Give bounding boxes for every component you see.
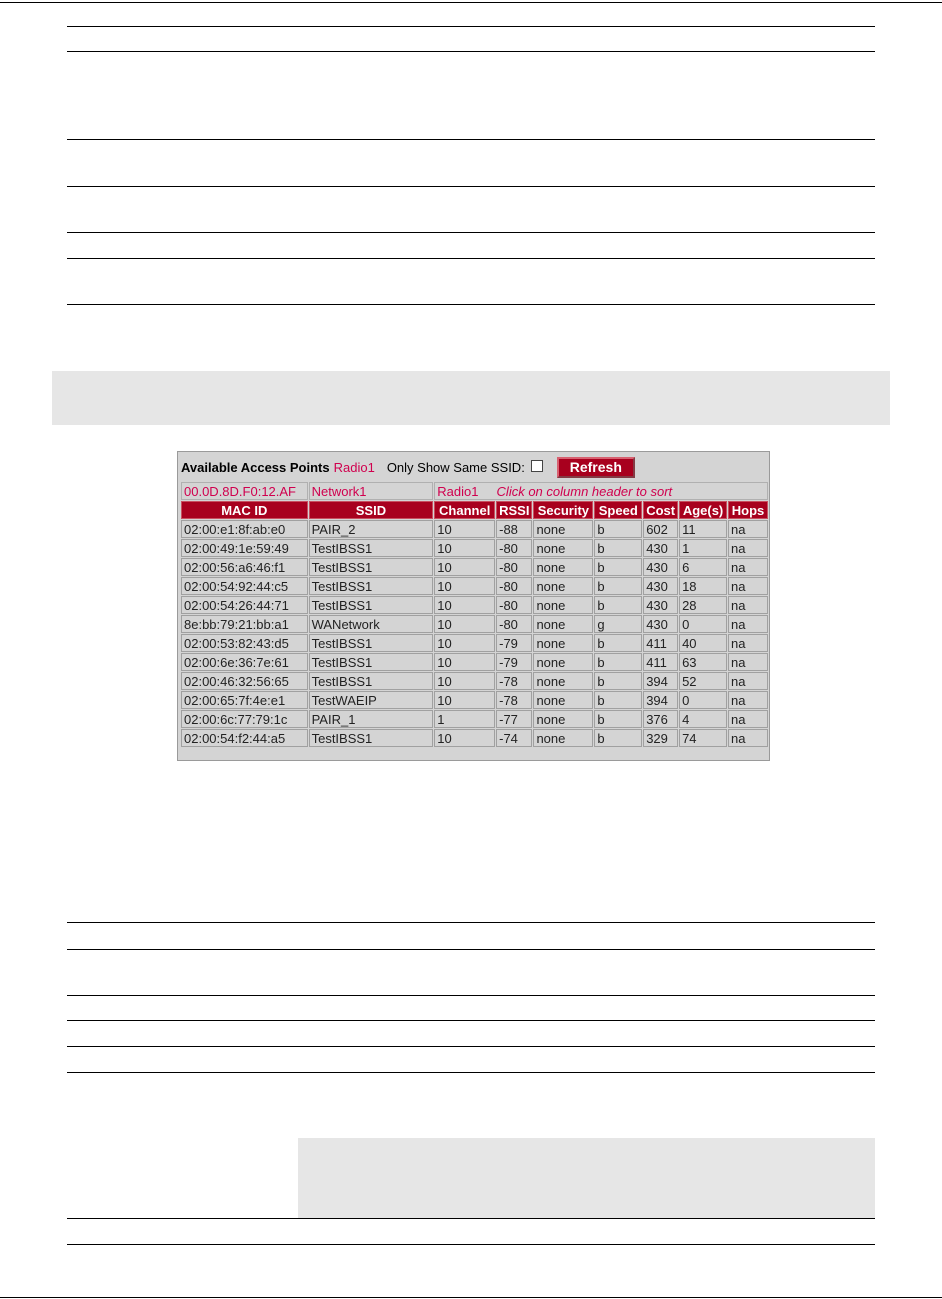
- cell-security: none: [533, 691, 593, 709]
- table-row: [181, 672, 768, 690]
- table-row: [181, 615, 768, 633]
- table-row: [181, 729, 768, 747]
- table-rule: [67, 1020, 875, 1021]
- cell-age: 28: [679, 596, 727, 614]
- cell-cost: 430: [643, 539, 678, 557]
- note-band: [298, 1138, 875, 1218]
- table-rule: [67, 139, 875, 140]
- table-row: [181, 558, 768, 576]
- cell-speed: g: [594, 615, 642, 633]
- cell-hops: na: [728, 729, 768, 747]
- same-ssid-label: Only Show Same SSID:: [386, 459, 525, 475]
- cell-ssid: TestIBSS1: [309, 672, 434, 690]
- cell-security: none: [533, 710, 593, 728]
- cell-cost: 411: [643, 634, 678, 652]
- table-rule: [67, 232, 875, 233]
- column-header-channel[interactable]: Channel: [434, 501, 495, 519]
- cell-age: 0: [679, 615, 727, 633]
- cell-ssid: TestIBSS1: [309, 539, 434, 557]
- cell-hops: na: [728, 577, 768, 595]
- cell-rssi: -80: [496, 615, 532, 633]
- cell-rssi: -80: [496, 577, 532, 595]
- cell-rssi: -74: [496, 729, 532, 747]
- cell-speed: b: [594, 710, 642, 728]
- cell-age: 40: [679, 634, 727, 652]
- cell-security: none: [533, 558, 593, 576]
- cell-rssi: -77: [496, 710, 532, 728]
- cell-channel: 1: [434, 710, 495, 728]
- cell-mac-id: 8e:bb:79:21:bb:a1: [181, 615, 308, 633]
- cell-age: 1: [679, 539, 727, 557]
- access-points-panel: [177, 451, 770, 761]
- column-header-ssid[interactable]: SSID: [309, 501, 434, 519]
- cell-cost: 430: [643, 558, 678, 576]
- cell-cost: 394: [643, 672, 678, 690]
- table-row: [181, 691, 768, 709]
- table-row: [181, 634, 768, 652]
- cell-channel: 10: [434, 653, 495, 671]
- cell-rssi: -78: [496, 672, 532, 690]
- cell-mac-id: 02:00:46:32:56:65: [181, 672, 308, 690]
- cell-cost: 394: [643, 691, 678, 709]
- cell-channel: 10: [434, 539, 495, 557]
- table-rule: [67, 51, 875, 52]
- column-header-age[interactable]: Age(s): [679, 501, 727, 519]
- table-row: [181, 653, 768, 671]
- cell-hops: na: [728, 615, 768, 633]
- cell-cost: 329: [643, 729, 678, 747]
- cell-speed: b: [594, 577, 642, 595]
- radio-name: Radio1: [333, 459, 375, 475]
- cell-rssi: -80: [496, 539, 532, 557]
- cell-security: none: [533, 539, 593, 557]
- cell-ssid: TestIBSS1: [309, 558, 434, 576]
- cell-mac-id: 02:00:e1:8f:ab:e0: [181, 520, 308, 538]
- cell-cost: 430: [643, 615, 678, 633]
- cell-speed: b: [594, 634, 642, 652]
- cell-hops: na: [728, 558, 768, 576]
- cell-channel: 10: [434, 558, 495, 576]
- cell-channel: 10: [434, 691, 495, 709]
- table-row: [181, 577, 768, 595]
- cell-channel: 10: [434, 615, 495, 633]
- column-header-security[interactable]: Security: [533, 501, 593, 519]
- access-points-table: [180, 481, 769, 748]
- cell-speed: b: [594, 672, 642, 690]
- table-rule: [67, 258, 875, 259]
- cell-hops: na: [728, 710, 768, 728]
- table-rule: [67, 949, 875, 950]
- column-header-mac-id[interactable]: MAC ID: [181, 501, 308, 519]
- table-rule: [67, 26, 875, 27]
- cell-age: 63: [679, 653, 727, 671]
- cell-ssid: PAIR_2: [309, 520, 434, 538]
- column-header-speed[interactable]: Speed: [594, 501, 642, 519]
- same-ssid-checkbox[interactable]: [531, 460, 543, 472]
- cell-mac-id: 02:00:6e:36:7e:61: [181, 653, 308, 671]
- info-row: [181, 482, 768, 500]
- cell-age: 4: [679, 710, 727, 728]
- sort-hint: Click on column header to sort: [496, 483, 673, 499]
- cell-speed: b: [594, 653, 642, 671]
- cell-mac-id: 02:00:54:f2:44:a5: [181, 729, 308, 747]
- page-bottom-rule: [0, 1297, 942, 1298]
- cell-ssid: WANetwork: [309, 615, 434, 633]
- cell-ssid: TestWAEIP: [309, 691, 434, 709]
- cell-hops: na: [728, 596, 768, 614]
- cell-mac-id: 02:00:6c:77:79:1c: [181, 710, 308, 728]
- cell-cost: 430: [643, 596, 678, 614]
- cell-speed: b: [594, 558, 642, 576]
- local-radio-hint: [434, 482, 768, 500]
- column-header-hops[interactable]: Hops: [728, 501, 768, 519]
- page-top-rule: [0, 2, 942, 3]
- cell-security: none: [533, 520, 593, 538]
- cell-ssid: PAIR_1: [309, 710, 434, 728]
- cell-age: 6: [679, 558, 727, 576]
- cell-rssi: -88: [496, 520, 532, 538]
- refresh-button[interactable]: Refresh: [557, 457, 635, 478]
- cell-rssi: -78: [496, 691, 532, 709]
- cell-mac-id: 02:00:56:a6:46:f1: [181, 558, 308, 576]
- cell-rssi: -80: [496, 596, 532, 614]
- cell-cost: 376: [643, 710, 678, 728]
- cell-channel: 10: [434, 577, 495, 595]
- cell-security: none: [533, 653, 593, 671]
- cell-rssi: -79: [496, 634, 532, 652]
- cell-security: none: [533, 729, 593, 747]
- cell-hops: na: [728, 539, 768, 557]
- cell-speed: b: [594, 596, 642, 614]
- cell-channel: 10: [434, 729, 495, 747]
- cell-ssid: TestIBSS1: [309, 577, 434, 595]
- cell-hops: na: [728, 691, 768, 709]
- cell-channel: 10: [434, 634, 495, 652]
- table-row: [181, 520, 768, 538]
- cell-hops: na: [728, 653, 768, 671]
- table-rule: [67, 1218, 875, 1219]
- cell-mac-id: 02:00:54:92:44:c5: [181, 577, 308, 595]
- cell-age: 74: [679, 729, 727, 747]
- cell-mac-id: 02:00:54:26:44:71: [181, 596, 308, 614]
- cell-ssid: TestIBSS1: [309, 634, 434, 652]
- table-rule: [67, 995, 875, 996]
- cell-rssi: -79: [496, 653, 532, 671]
- cell-mac-id: 02:00:65:7f:4e:e1: [181, 691, 308, 709]
- cell-mac-id: 02:00:53:82:43:d5: [181, 634, 308, 652]
- caption-band: [52, 371, 890, 425]
- cell-age: 52: [679, 672, 727, 690]
- cell-cost: 430: [643, 577, 678, 595]
- cell-speed: b: [594, 691, 642, 709]
- table-row: [181, 596, 768, 614]
- cell-security: none: [533, 615, 593, 633]
- cell-security: none: [533, 596, 593, 614]
- column-header-cost[interactable]: Cost: [643, 501, 678, 519]
- local-radio: Radio1: [437, 483, 479, 499]
- cell-age: 18: [679, 577, 727, 595]
- cell-ssid: TestIBSS1: [309, 596, 434, 614]
- cell-cost: 602: [643, 520, 678, 538]
- cell-channel: 10: [434, 672, 495, 690]
- cell-ssid: TestIBSS1: [309, 729, 434, 747]
- cell-security: none: [533, 634, 593, 652]
- table-row: [181, 539, 768, 557]
- cell-hops: na: [728, 672, 768, 690]
- table-row: [181, 710, 768, 728]
- table-rule: [67, 1046, 875, 1047]
- access-points-toolbar: [181, 456, 766, 478]
- table-header-row: [181, 501, 768, 519]
- cell-age: 11: [679, 520, 727, 538]
- cell-cost: 411: [643, 653, 678, 671]
- cell-hops: na: [728, 520, 768, 538]
- cell-channel: 10: [434, 520, 495, 538]
- cell-speed: b: [594, 729, 642, 747]
- cell-security: none: [533, 672, 593, 690]
- local-network: Network1: [309, 482, 434, 500]
- cell-mac-id: 02:00:49:1e:59:49: [181, 539, 308, 557]
- cell-speed: b: [594, 520, 642, 538]
- panel-title: Available Access Points: [181, 459, 330, 475]
- local-mac: 00.0D.8D.F0:12.AF: [181, 482, 308, 500]
- table-rule: [67, 304, 875, 305]
- cell-hops: na: [728, 634, 768, 652]
- table-rule: [67, 1072, 875, 1073]
- cell-speed: b: [594, 539, 642, 557]
- table-rule: [67, 186, 875, 187]
- cell-age: 0: [679, 691, 727, 709]
- cell-security: none: [533, 577, 593, 595]
- cell-channel: 10: [434, 596, 495, 614]
- cell-ssid: TestIBSS1: [309, 653, 434, 671]
- column-header-rssi[interactable]: RSSI: [496, 501, 532, 519]
- table-rule: [67, 922, 875, 923]
- table-rule: [67, 1244, 875, 1245]
- table-body: [181, 520, 768, 747]
- cell-rssi: -80: [496, 558, 532, 576]
